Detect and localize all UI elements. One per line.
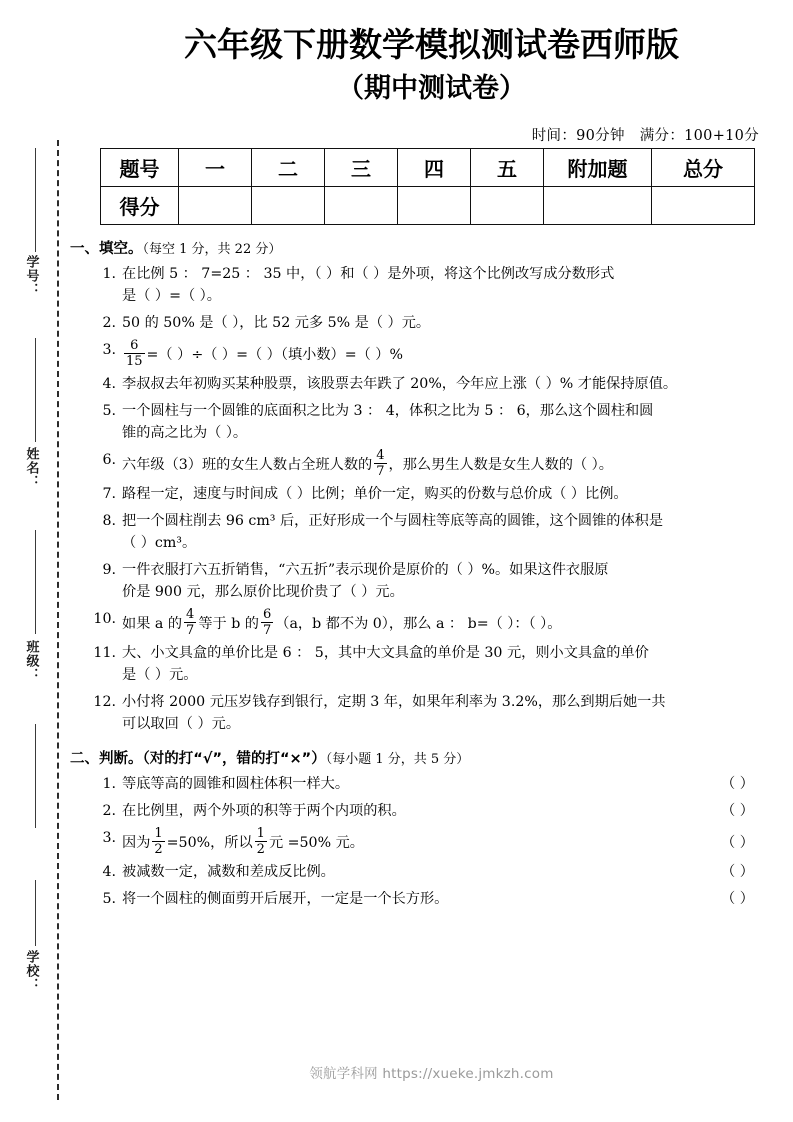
answer-parentheses[interactable]: （ ） — [721, 891, 754, 908]
column-header-2: 二 — [252, 149, 325, 187]
fraction-denominator: 7 — [263, 623, 272, 639]
question-line: 一个圆柱与一个圆锥的底面积之比为 3 ： 4，体积之比为 5 ： 6，那么这个圆柱和圆 — [122, 403, 654, 420]
question-line: 50 的 50% 是（ ），比 52 元多 5% 是（ ）元。 — [122, 315, 431, 332]
exam-duration: 时间：90分钟 — [531, 128, 625, 145]
question-line: 把一个圆柱削去 96 cm³ 后，正好形成一个与圆柱等底等高的圆锥，这个圆锥的体积是 — [122, 513, 664, 530]
section-heading-fill-in-blank — [70, 237, 793, 258]
fraction-six-sevenths — [261, 608, 273, 637]
title-area — [70, 0, 793, 108]
fraction-denominator: 15 — [126, 354, 143, 370]
page-subtitle: （期中测试卷） — [337, 73, 526, 105]
question-body — [122, 691, 793, 735]
question-line: （a，b 都不为 0），那么 a ： b=（ ）：（ ）。 — [275, 615, 562, 632]
sidebar-field-label: 班级： — [23, 640, 39, 682]
sidebar-field-school — [14, 950, 48, 996]
question-line: 大、小文具盒的单价比是 6 ： 5，其中大文具盒的单价是 30 元，则小文具盒的单价 — [122, 645, 649, 662]
fraction-denominator: 2 — [154, 842, 163, 858]
question-number: 7. — [102, 486, 116, 503]
fraction-numerator: 6 — [263, 607, 272, 623]
fraction-numerator: 1 — [154, 826, 163, 842]
question-number: 12. — [93, 694, 116, 711]
question-11 — [70, 642, 793, 686]
seal-dashed-line — [57, 140, 59, 1100]
score-cell-bonus[interactable] — [544, 187, 652, 225]
question-body — [122, 400, 793, 444]
seal-divider-line — [35, 880, 36, 946]
question-line: 一件衣服打六五折销售，“六五折”表示现价是原价的（ ）%。如果这件衣服原 — [122, 562, 609, 579]
question-body — [122, 510, 793, 554]
answer-parentheses[interactable]: （ ） — [721, 803, 754, 820]
question-body — [122, 888, 793, 910]
question-text-mid: =50%，所以 — [166, 834, 253, 851]
sidebar-field-student-id — [14, 255, 48, 301]
question-3 — [70, 339, 793, 368]
question-number: 3. — [102, 830, 116, 847]
footer-watermark — [70, 1062, 793, 1082]
page-title: 六年级下册数学模拟测试卷西师版 — [184, 25, 679, 64]
seal-divider-line — [35, 724, 36, 828]
judge-question-3 — [70, 827, 793, 856]
score-table — [100, 148, 755, 225]
question-body — [122, 773, 793, 795]
section-true-false — [70, 747, 793, 910]
question-number: 9. — [102, 562, 116, 579]
question-line: =（ ）÷（ ）=（ ）（填小数）=（ ）% — [146, 346, 403, 363]
fill-in-blank-question-list — [70, 263, 793, 735]
question-12 — [70, 691, 793, 735]
question-line: 被减数一定，减数和差成反比例。 — [122, 864, 335, 881]
section-points: （每空 1 分，共 22 分） — [142, 242, 282, 258]
question-number: 8. — [102, 513, 116, 530]
question-number: 6. — [102, 452, 116, 469]
fraction-denominator: 7 — [186, 623, 195, 639]
question-number: 1. — [102, 776, 116, 793]
exam-meta — [70, 124, 759, 145]
question-number: 1. — [102, 266, 116, 283]
question-number: 11. — [93, 645, 116, 662]
answer-parentheses[interactable]: （ ） — [721, 864, 754, 881]
score-cell-2[interactable] — [252, 187, 325, 225]
question-body — [122, 312, 793, 334]
fraction-six-fifteenths — [124, 339, 145, 368]
question-number: 4. — [102, 376, 116, 393]
section-fill-in-blank — [70, 237, 793, 735]
question-line: 在比例里，两个外项的积等于两个内项的积。 — [122, 803, 406, 820]
question-10 — [70, 608, 793, 637]
question-number: 2. — [102, 803, 116, 820]
fraction-denominator: 2 — [256, 842, 265, 858]
question-line: 等于 b 的 — [198, 615, 259, 632]
section-heading-text: 二、判断。（对的打“√”，错的打“×”） — [70, 751, 326, 768]
column-header-5: 五 — [471, 149, 544, 187]
score-cell-5[interactable] — [471, 187, 544, 225]
question-line: 如果 a 的 — [122, 615, 183, 632]
sidebar-field-label: 学校： — [23, 950, 39, 992]
question-2 — [70, 312, 793, 334]
question-line: 锥的高之比为（ ）。 — [122, 425, 248, 442]
question-line: 路程一定，速度与时间成（ ）比例；单价一定，购买的份数与总价成（ ）比例。 — [122, 486, 628, 503]
question-5 — [70, 400, 793, 444]
sidebar-field-label: 姓名： — [23, 447, 39, 489]
question-body — [122, 608, 793, 637]
score-cell-3[interactable] — [325, 187, 398, 225]
score-cell-1[interactable] — [179, 187, 252, 225]
fraction-one-half — [152, 827, 164, 856]
fraction-numerator: 4 — [376, 448, 385, 464]
fraction-numerator: 1 — [256, 826, 265, 842]
answer-parentheses[interactable]: （ ） — [721, 776, 754, 793]
judge-question-4 — [70, 861, 793, 883]
fraction-numerator: 6 — [130, 338, 139, 354]
sidebar-field-class — [14, 640, 48, 686]
question-line: 可以取回（ ）元。 — [122, 716, 241, 733]
judge-question-2 — [70, 800, 793, 822]
question-line: 是（ ）元。 — [122, 667, 198, 684]
question-line: 在比例 5 ： 7=25 ： 35 中，（ ）和（ ）是外项，将这个比例改写成分数形式 — [122, 266, 615, 283]
question-line: ，那么男生人数是女生人数的（ ）。 — [388, 456, 613, 473]
question-line: 等底等高的圆锥和圆柱体积一样大。 — [122, 776, 350, 793]
question-body — [122, 861, 793, 883]
seal-divider-line — [35, 148, 36, 252]
question-line: 小付将 2000 元压岁钱存到银行，定期 3 年，如果年利率为 3.2%，那么到期后她一共 — [122, 694, 666, 711]
table-row-scores — [101, 187, 755, 225]
judge-question-1 — [70, 773, 793, 795]
question-text-pre: 因为 — [122, 834, 151, 851]
question-line: 是（ ）=（ ）。 — [122, 288, 221, 305]
answer-parentheses[interactable]: （ ） — [721, 834, 754, 851]
question-body — [122, 339, 793, 368]
exam-total-score: 满分：100+10分 — [639, 128, 759, 145]
fraction-numerator: 4 — [186, 607, 195, 623]
question-8 — [70, 510, 793, 554]
question-body — [122, 642, 793, 686]
question-body — [122, 373, 793, 395]
true-false-question-list — [70, 773, 793, 910]
question-number: 2. — [102, 315, 116, 332]
score-cell-total[interactable] — [652, 187, 755, 225]
question-7 — [70, 483, 793, 505]
question-6 — [70, 449, 793, 478]
table-row-question-numbers — [101, 149, 755, 187]
question-line: 价是 900 元，那么原价比现价贵了（ ）元。 — [122, 584, 404, 601]
question-9 — [70, 559, 793, 603]
footer-text: 领航学科网 https://xueke.jmkzh.com — [309, 1066, 554, 1082]
question-body — [122, 263, 793, 307]
fraction-four-sevenths — [374, 449, 386, 478]
question-body — [122, 827, 793, 856]
question-line: 六年级（3）班的女生人数占全班人数的 — [122, 456, 373, 473]
question-number: 5. — [102, 403, 116, 420]
sidebar-field-name — [14, 447, 48, 493]
section-heading-true-false — [70, 747, 793, 768]
sidebar-field-label: 学号： — [23, 255, 39, 297]
question-line — [122, 827, 721, 856]
column-header-bonus: 附加题 — [544, 149, 652, 187]
section-points: （每小题 1 分，共 5 分） — [325, 752, 470, 768]
column-header-1: 一 — [179, 149, 252, 187]
section-heading-text: 一、填空。 — [70, 241, 143, 258]
question-number: 10. — [93, 611, 116, 628]
seal-divider-line — [35, 530, 36, 634]
fraction-one-half — [255, 827, 267, 856]
question-body — [122, 559, 793, 603]
question-body — [122, 483, 793, 505]
seal-divider-line — [35, 338, 36, 442]
row-label-score: 得分 — [101, 187, 179, 225]
question-line: （ ）cm³。 — [122, 535, 197, 552]
question-number: 5. — [102, 891, 116, 908]
question-number: 3. — [102, 342, 116, 359]
question-4 — [70, 373, 793, 395]
question-line: 将一个圆柱的侧面剪开后展开，一定是一个长方形。 — [122, 891, 449, 908]
score-cell-4[interactable] — [398, 187, 471, 225]
question-line: 李叔叔去年初购买某种股票，该股票去年跌了 20%，今年应上涨（ ）% 才能保持原值。 — [122, 376, 678, 393]
question-number: 4. — [102, 864, 116, 881]
column-header-3: 三 — [325, 149, 398, 187]
row-label-question-number: 题号 — [101, 149, 179, 187]
judge-question-5 — [70, 888, 793, 910]
fraction-four-sevenths — [184, 608, 196, 637]
question-body — [122, 800, 793, 822]
student-info-sidebar — [0, 0, 70, 1122]
question-1 — [70, 263, 793, 307]
question-text-post: 元 =50% 元。 — [268, 834, 364, 851]
column-header-4: 四 — [398, 149, 471, 187]
exam-page — [70, 0, 793, 1122]
fraction-denominator: 7 — [376, 464, 385, 480]
column-header-total: 总分 — [652, 149, 755, 187]
question-body — [122, 449, 793, 478]
